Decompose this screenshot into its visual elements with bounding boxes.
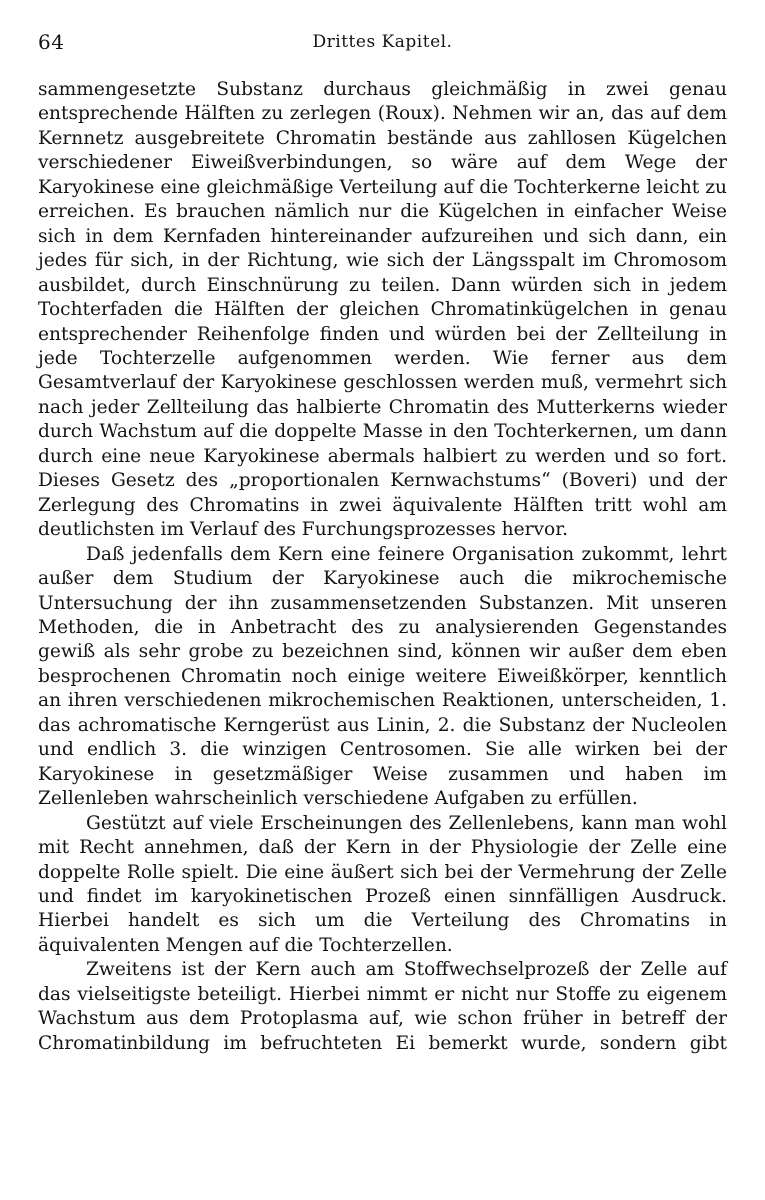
running-head: Drittes Kapitel. xyxy=(312,32,453,52)
paragraph: Daß jedenfalls dem Kern eine feinere Organisation zukommt, lehrt außer dem Studium der Karyokinese auch die mikrochemische Untersuchung der ihn zusammensetzenden Substanzen. Mit unseren Methoden, die in Anbetracht des zu analysierenden Gegenstandes gewiß als sehr grobe zu bezeichnen sind, können wir außer dem eben besprochenen Chromatin noch einige weitere Eiweißkörper, kenntlich an ihren verschiedenen mikrochemischen Reaktionen, unterscheiden, 1. das achromatische Kerngerüst aus Linin, 2. die Substanz der Nucleolen und endlich 3. die winzigen Centrosomen. Sie alle wirken bei der Karyokinese in gesetzmäßiger Weise zusammen und haben im Zellenleben wahrscheinlich verschiedene Aufgaben zu erfüllen. xyxy=(38,543,727,810)
paragraph: sammengesetzte Substanz durchaus gleichmäßig in zwei genau entsprechende Hälften zu zerlegen (Roux). Nehmen wir an, das auf dem Kernnetz ausgebreitete Chromatin bestände aus zahllosen Kügelchen verschiedener Eiweißverbindungen, so wäre auf dem Wege der Karyokinese eine gleichmäßige Verteilung auf die Tochterkerne leicht zu erreichen. Es brauchen nämlich nur die Kügelchen in einfacher Weise sich in dem Kernfaden hintereinander aufzureihen und sich dann, ein jedes für sich, in der Richtung, wie sich der Längsspalt im Chromosom ausbildet, durch Einschnürung zu teilen. Dann würden sich in jedem Tochterfaden die Hälften der gleichen Chromatinkügelchen in genau entsprechender Reihenfolge finden und würden bei der Zellteilung in jede Tochterzelle aufgenommen werden. Wie ferner aus dem Gesamtverlauf der Karyokinese geschlossen werden muß, vermehrt sich nach jeder Zellteilung das halbierte Chromatin des Mutterkerns wieder durch Wachstum auf die doppelte Masse in den Tochterkernen, um dann durch eine neue Karyokinese abermals halbiert zu werden und so fort. Dieses Gesetz des „proportionalen Kernwachstums“ (Boveri) und der Zerlegung des Chromatins in zwei äquivalente Hälften tritt wohl am deutlichsten im Verlauf des Furchungsprozesses hervor. xyxy=(38,79,727,541)
page-body xyxy=(38,78,727,1056)
page-number: 64 xyxy=(38,30,65,54)
page-header xyxy=(38,28,727,58)
paragraph: Gestützt auf viele Erscheinungen des Zellenlebens, kann man wohl mit Recht annehmen, daß der Kern in der Physiologie der Zelle eine doppelte Rolle spielt. Die eine äußert sich bei der Vermehrung der Zelle und findet im karyokinetischen Prozeß einen sinnfälligen Ausdruck. Hierbei handelt es sich um die Verteilung des Chromatins in äquivalenten Mengen auf die Tochterzellen. xyxy=(38,812,727,956)
paragraph: Zweitens ist der Kern auch am Stoffwechselprozeß der Zelle auf das vielseitigste beteiligt. Hierbei nimmt er nicht nur Stoffe zu eigenem Wachstum aus dem Protoplasma auf, wie schon früher in betreff der Chromatinbildung im befruchteten Ei bemerkt wurde, sondern gibt xyxy=(38,959,727,1054)
